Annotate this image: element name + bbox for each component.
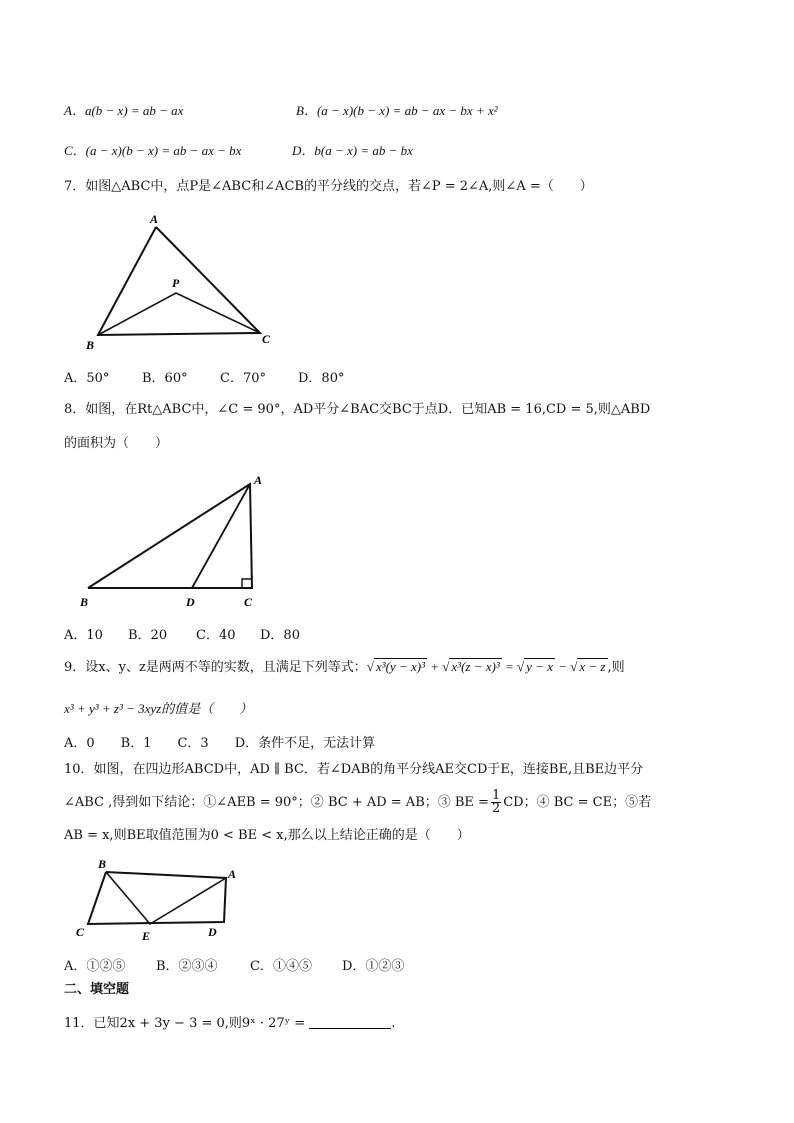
q10-stem-line3: AB = x,则BE取值范围为0 < BE < x,那么以上结论正确的是（ ） bbox=[64, 828, 470, 843]
q10-label-a: A bbox=[228, 867, 237, 881]
q9-stem-end: ,则 bbox=[607, 660, 625, 675]
q11-stem bbox=[64, 1012, 395, 1031]
q8-label-a: A bbox=[254, 473, 263, 487]
q10-fraction-numerator: 1 bbox=[491, 788, 501, 803]
q7-label-c: C bbox=[262, 332, 271, 346]
q6-option-b: B．(a − x)(b − x) = ab − ax − bx + x² bbox=[296, 103, 498, 118]
q8-stem-line2: 的面积为（ ） bbox=[64, 436, 169, 451]
q7-label-b: B bbox=[86, 338, 95, 352]
q11-answer-blank[interactable] bbox=[309, 1016, 391, 1029]
q10-option-b: B．②③④ bbox=[156, 959, 218, 974]
q10-option-c: C．①④⑤ bbox=[250, 959, 312, 974]
q9-plus: + bbox=[426, 659, 443, 674]
q10-label-e: E bbox=[142, 929, 151, 943]
q9-equation: √ x³(y − x)³ + √ x³(z − x)³ = √ y − x − √ x − z bbox=[366, 659, 606, 674]
q11-period: . bbox=[391, 1016, 396, 1031]
q10-stem-line2 bbox=[64, 790, 651, 815]
q9-stem-intro: 9．设x、y、z是两两不等的实数，且满足下列等式： bbox=[64, 660, 367, 675]
q7-label-p: P bbox=[172, 276, 180, 290]
q10-option-d: D．①②③ bbox=[342, 959, 405, 974]
q9-minus: − bbox=[554, 659, 571, 674]
q10-stem-conclusions-end: CD；④ BC = CE；⑤若 bbox=[503, 795, 652, 810]
q7-stem: 7．如图△ABC中，点P是∠ABC和∠ACB的平分线的交点，若∠P = 2∠A,则∠A =（ ） bbox=[64, 179, 593, 194]
q8-option-c: C．40 bbox=[196, 628, 236, 643]
q9-radical-3: y − x bbox=[526, 659, 553, 674]
q7-label-a: A bbox=[150, 212, 159, 226]
section-title: 二、填空题 bbox=[64, 982, 130, 997]
q9-options: A．0 B．1 C．3 D．条件不足，无法计算 bbox=[64, 736, 376, 751]
q8-option-a: A．10 bbox=[64, 628, 103, 643]
q8-label-c: C bbox=[244, 595, 253, 609]
q9-radical-1: x³(y − x)³ bbox=[375, 659, 425, 674]
q9-stem-line1 bbox=[64, 656, 625, 675]
q10-label-d: D bbox=[208, 925, 217, 939]
q10-stem-conclusions: ∠ABC ,得到如下结论：①∠AEB = 90°；② BC + AD = AB；③ BE = bbox=[64, 795, 489, 810]
q8-label-d: D bbox=[186, 595, 195, 609]
q7-option-a: A．50° bbox=[64, 371, 110, 386]
q8-triangle-figure bbox=[78, 470, 278, 615]
q8-option-d: D．80 bbox=[260, 628, 300, 643]
q7-option-b: B．60° bbox=[142, 371, 188, 386]
q11-equation: 11．已知2x + 3y − 3 = 0,则9ˣ · 27ʸ = bbox=[64, 1016, 306, 1031]
q9-radical-4: x − z bbox=[579, 659, 606, 674]
q8-option-b: B．20 bbox=[128, 628, 168, 643]
q10-option-a: A．①②⑤ bbox=[64, 959, 126, 974]
q9-stem-line2: x³ + y³ + z³ − 3xyz的值是（ ） bbox=[64, 701, 253, 716]
q8-stem-line1: 8．如图，在Rt△ABC中，∠C = 90°，AD平分∠BAC交BC于点D．已知AB = 16,CD = 5,则△ABD bbox=[64, 402, 651, 417]
q6-option-c: C．(a − x)(b − x) = ab − ax − bx bbox=[64, 143, 242, 158]
q10-quadrilateral-figure bbox=[72, 852, 252, 944]
q9-radical-2: x³(z − x)³ bbox=[451, 659, 500, 674]
q10-fraction-denominator: 2 bbox=[491, 801, 501, 816]
q10-label-c: C bbox=[76, 925, 85, 939]
q10-label-b: B bbox=[98, 857, 107, 871]
q6-option-a: A．a(b − x) = ab − ax bbox=[64, 103, 184, 118]
q6-option-d: D．b(a − x) = ab − bx bbox=[292, 143, 413, 158]
q7-option-c: C．70° bbox=[220, 371, 266, 386]
q7-option-d: D．80° bbox=[298, 371, 345, 386]
q8-label-b: B bbox=[80, 595, 89, 609]
q10-stem-line1: 10．如图，在四边形ABCD中，AD ∥ BC．若∠DAB的角平分线AE交CD于E，连接BE,且BE边平分 bbox=[64, 762, 644, 777]
q9-equals: = bbox=[501, 659, 518, 674]
q10-fraction bbox=[491, 790, 501, 815]
q7-triangle-figure bbox=[80, 205, 280, 355]
